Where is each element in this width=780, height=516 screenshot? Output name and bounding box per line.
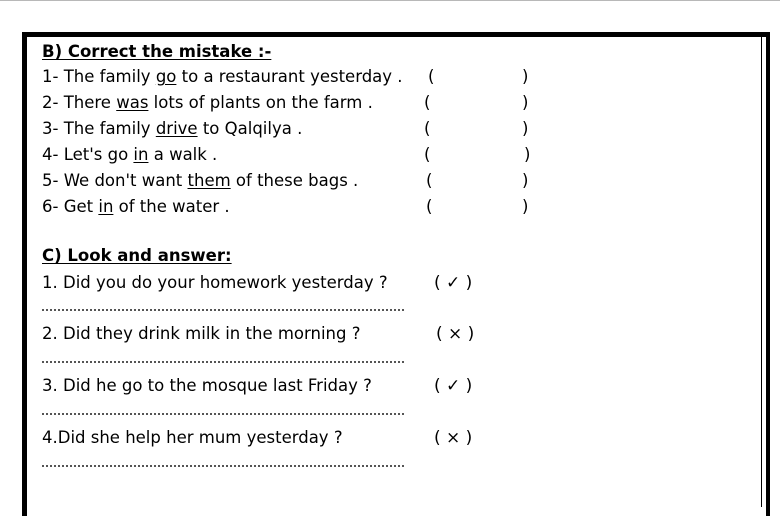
- top-divider: [0, 0, 780, 1]
- answer-open-paren-4: (: [424, 145, 431, 164]
- section-c-heading: C) Look and answer:: [42, 246, 232, 265]
- question-2-cross-mark: ( × ): [436, 324, 475, 344]
- mistake-item-5: 5- We don't want them of these bags .: [42, 171, 359, 190]
- mistake-item-6: 6- Get in of the water .: [42, 197, 230, 216]
- answer-line-2: [42, 361, 404, 363]
- mistake-item-1: 1- The family go to a restaurant yesterday .: [42, 67, 403, 86]
- question-2: 2. Did they drink milk in the morning ?: [42, 324, 361, 343]
- answer-open-paren-3: (: [424, 119, 431, 138]
- answer-open-paren-1: (: [428, 67, 435, 86]
- mistake-item-3: 3- The family drive to Qalqilya .: [42, 119, 303, 138]
- question-3-check-mark: ( ✓ ): [434, 376, 473, 396]
- answer-close-paren-2: ): [522, 93, 529, 112]
- mistake-item-4: 4- Let's go in a walk .: [42, 145, 218, 164]
- answer-close-paren-3: ): [522, 119, 529, 138]
- answer-close-paren-4: ): [524, 145, 531, 164]
- answer-open-paren-2: (: [424, 93, 431, 112]
- answer-open-paren-6: (: [426, 197, 433, 216]
- mistake-item-2: 2- There was lots of plants on the farm .: [42, 93, 373, 112]
- answer-line-1: [42, 309, 404, 311]
- question-1: 1. Did you do your homework yesterday ?: [42, 273, 388, 292]
- answer-line-4: [42, 465, 404, 467]
- question-4-cross-mark: ( × ): [434, 428, 473, 448]
- answer-line-3: [42, 413, 404, 415]
- question-4: 4.Did she help her mum yesterday ?: [42, 428, 343, 447]
- answer-close-paren-6: ): [522, 197, 529, 216]
- answer-close-paren-5: ): [522, 171, 529, 190]
- answer-open-paren-5: (: [426, 171, 433, 190]
- question-1-check-mark: ( ✓ ): [434, 273, 473, 293]
- question-3: 3. Did he go to the mosque last Friday ?: [42, 376, 372, 395]
- section-b-heading: B) Correct the mistake :-: [42, 42, 272, 61]
- answer-close-paren-1: ): [522, 67, 529, 86]
